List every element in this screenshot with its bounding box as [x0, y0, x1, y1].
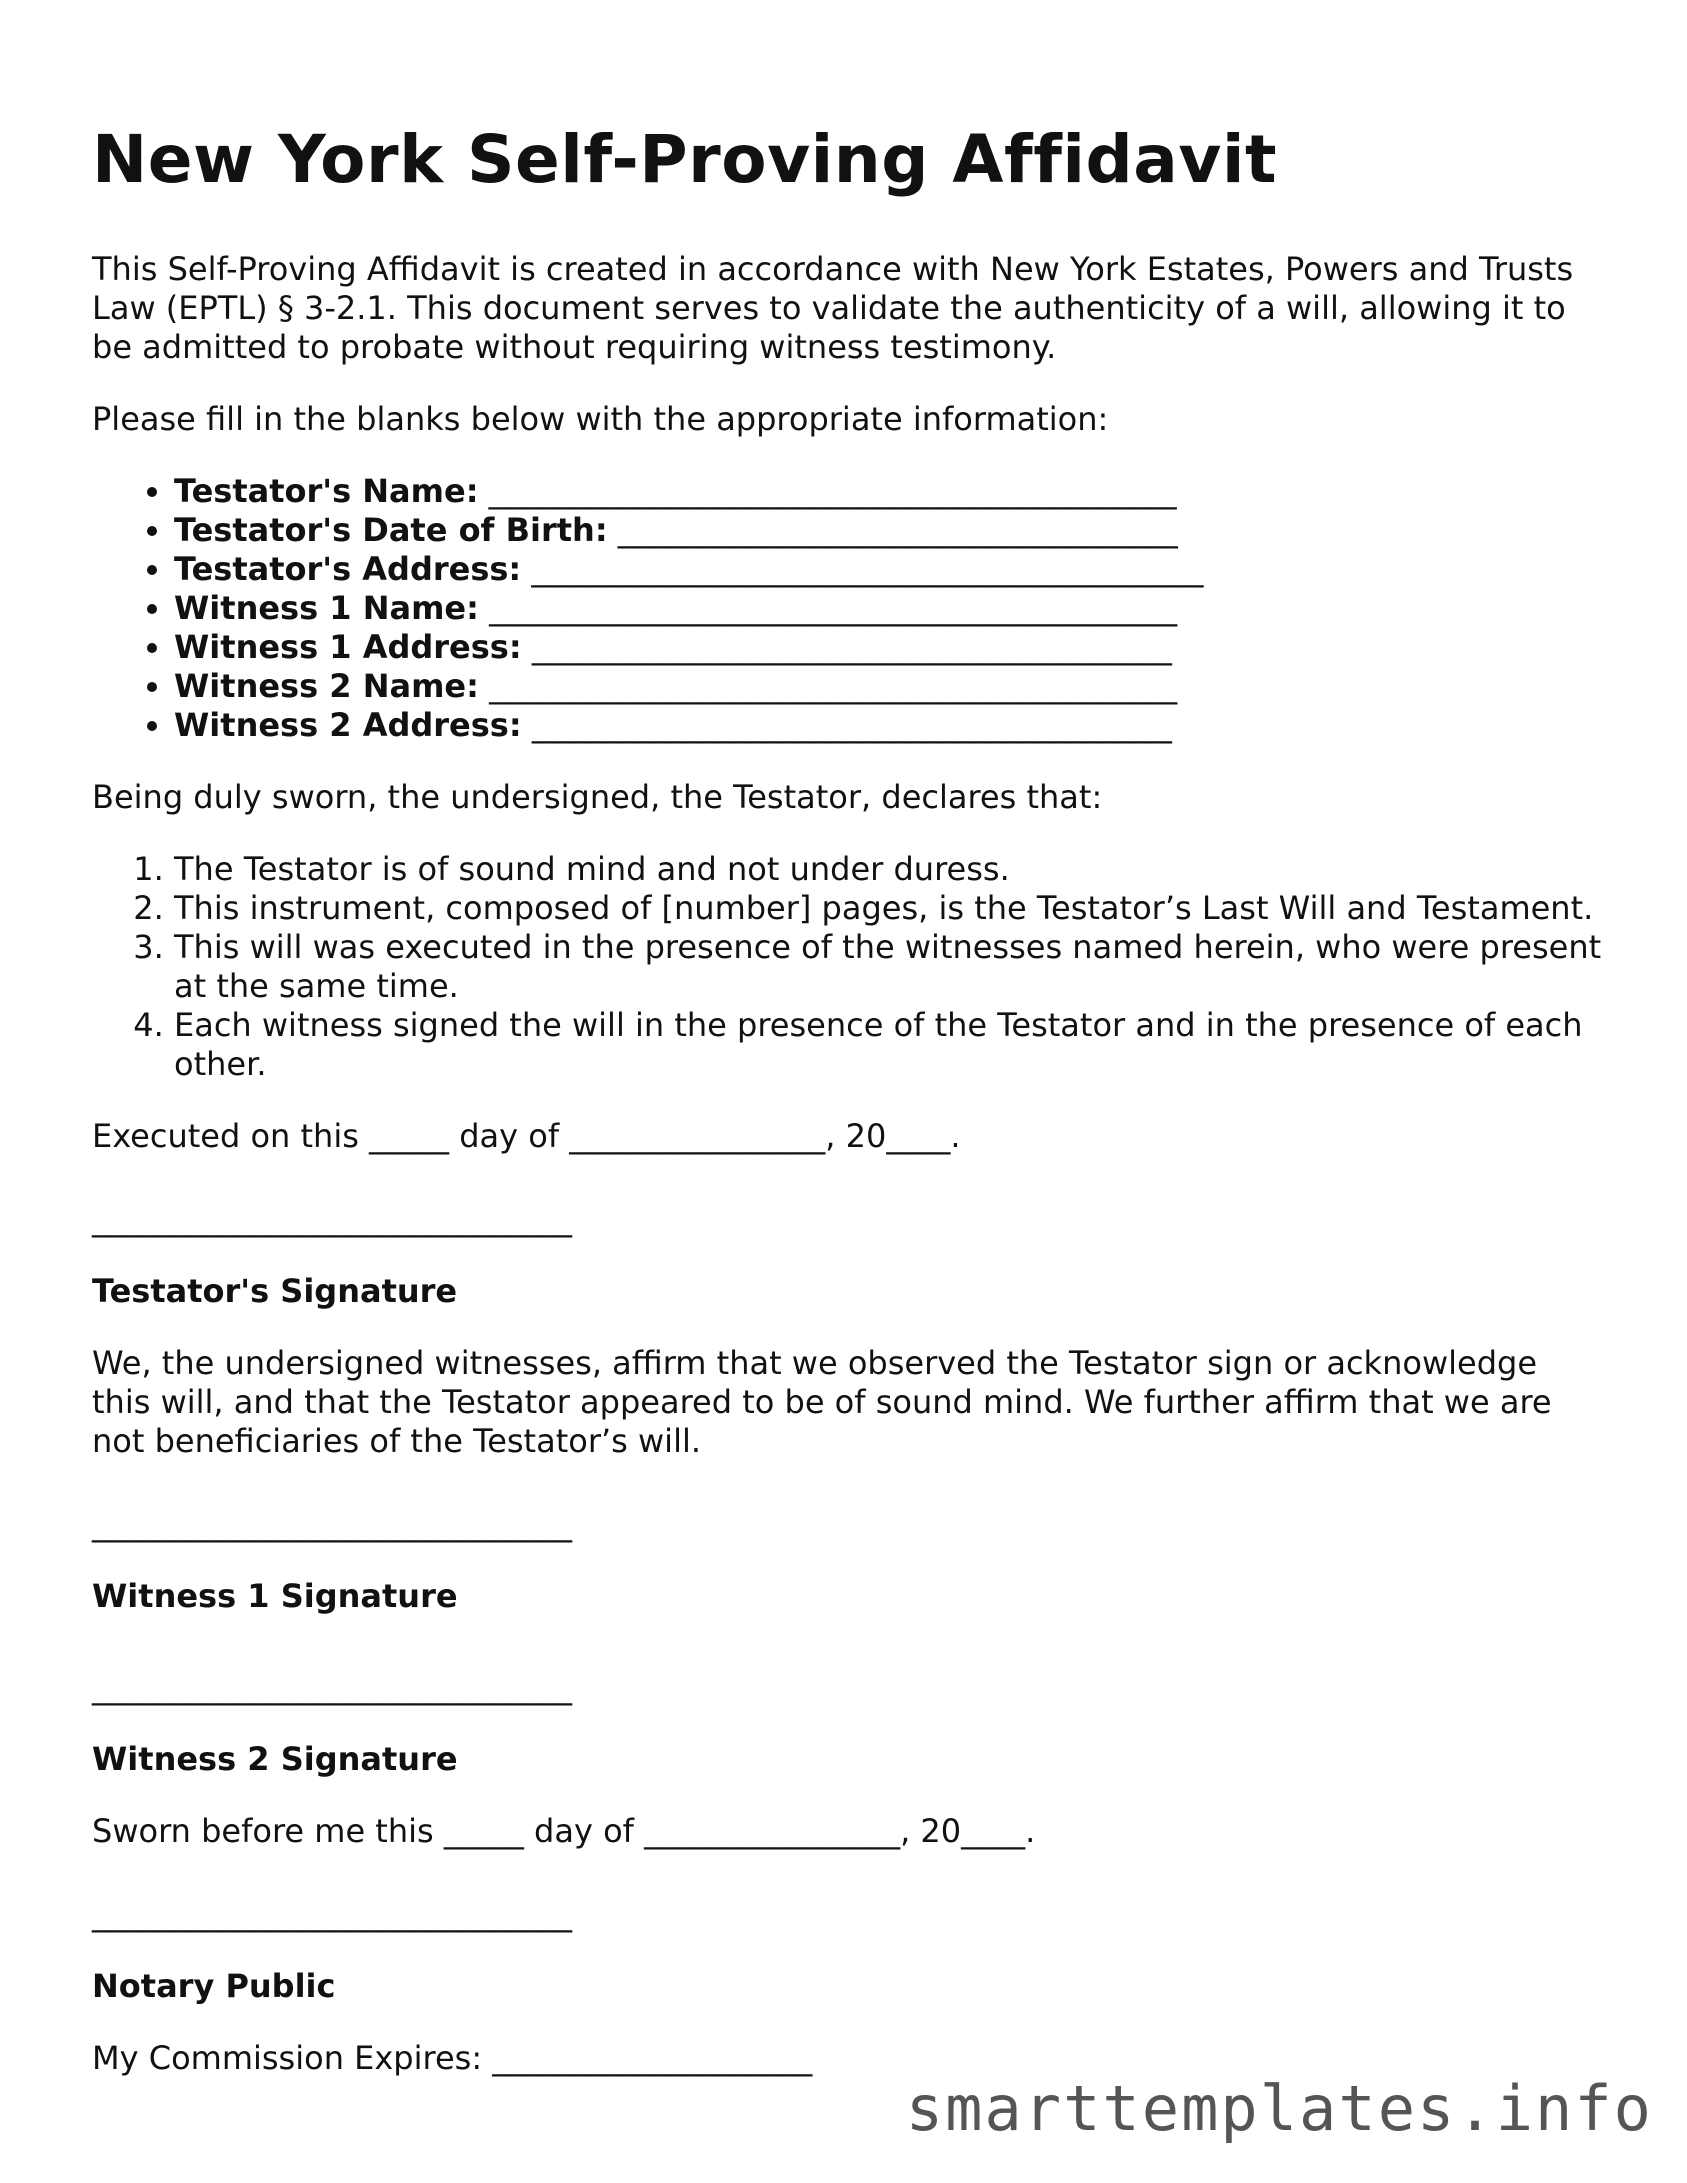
witness2-signature-line[interactable]: ______________________________ — [92, 1668, 572, 1706]
field-witness1-address — [174, 628, 1602, 667]
page-title: New York Self-Proving Affidavit — [92, 121, 1278, 198]
field-label: Testator's Address: — [174, 550, 522, 588]
sworn-intro: Being duly sworn, the undersigned, the Testator, declares that: — [92, 778, 1103, 816]
field-witness2-address — [174, 706, 1602, 745]
commission-expiry-line[interactable]: My Commission Expires: ____________________ — [92, 2039, 813, 2077]
field-blank[interactable]: __________________________________________ — [531, 550, 1204, 588]
field-list — [92, 472, 1602, 745]
field-blank[interactable]: ________________________________________ — [531, 628, 1172, 666]
watermark: smarttemplates.info — [905, 2072, 1653, 2145]
field-blank[interactable]: ___________________________________________ — [489, 589, 1178, 627]
fill-instruction: Please fill in the blanks below with the appropriate information: — [92, 400, 1109, 438]
notary-signature-line[interactable]: ______________________________ — [92, 1895, 572, 1933]
testator-signature-label: Testator's Signature — [92, 1272, 458, 1310]
notary-label: Notary Public — [92, 1967, 336, 2005]
document-page — [92, 112, 1602, 2078]
field-label: Witness 2 Name: — [174, 667, 479, 705]
declaration-item: 4. Each witness signed the will in the presence of the Testator and in the presence of each other. — [174, 1006, 1602, 1084]
field-witness1-name — [174, 589, 1602, 628]
field-label: Testator's Date of Birth: — [174, 511, 608, 549]
field-label: Testator's Name: — [174, 472, 479, 510]
witness1-signature-line[interactable]: ______________________________ — [92, 1505, 572, 1543]
declaration-item: 2. This instrument, composed of [number] pages, is the Testator’s Last Will and Testament. — [174, 889, 1602, 928]
field-testator-dob — [174, 511, 1602, 550]
field-blank[interactable]: ________________________________________ — [531, 706, 1172, 744]
field-label: Witness 1 Name: — [174, 589, 479, 627]
field-witness2-name — [174, 667, 1602, 706]
field-testator-address — [174, 550, 1602, 589]
witness-affirmation: We, the undersigned witnesses, affirm that we observed the Testator sign or acknowledge this will, and that the Testator appeared to be of sound mind. We further affirm that we are not beneficiaries of the Testator’s will. — [92, 1344, 1552, 1460]
witness2-signature-label: Witness 2 Signature — [92, 1740, 458, 1778]
declaration-list — [92, 850, 1602, 1084]
field-testator-name — [174, 472, 1602, 511]
field-label: Witness 2 Address: — [174, 706, 522, 744]
field-label: Witness 1 Address: — [174, 628, 522, 666]
field-blank[interactable]: ___________________________________ — [617, 511, 1178, 549]
field-blank[interactable]: ___________________________________________ — [488, 472, 1177, 510]
executed-date-line[interactable]: Executed on this _____ day of ________________, 20____. — [92, 1117, 961, 1155]
declaration-item: 3. This will was executed in the presence of the witnesses named herein, who were present at the same time. — [174, 928, 1602, 1006]
intro-paragraph: This Self-Proving Affidavit is created in accordance with New York Estates, Powers and Trusts Law (EPTL) § 3-2.1. This document serves to validate the authenticity of a will, allowing it to be admitted to probate without requiring witness testimony. — [92, 250, 1574, 366]
sworn-date-line[interactable]: Sworn before me this _____ day of ________________, 20____. — [92, 1812, 1036, 1850]
field-blank[interactable]: ___________________________________________ — [489, 667, 1178, 705]
testator-signature-line[interactable]: ______________________________ — [92, 1200, 572, 1238]
declaration-item: 1. The Testator is of sound mind and not under duress. — [174, 850, 1602, 889]
witness1-signature-label: Witness 1 Signature — [92, 1577, 458, 1615]
